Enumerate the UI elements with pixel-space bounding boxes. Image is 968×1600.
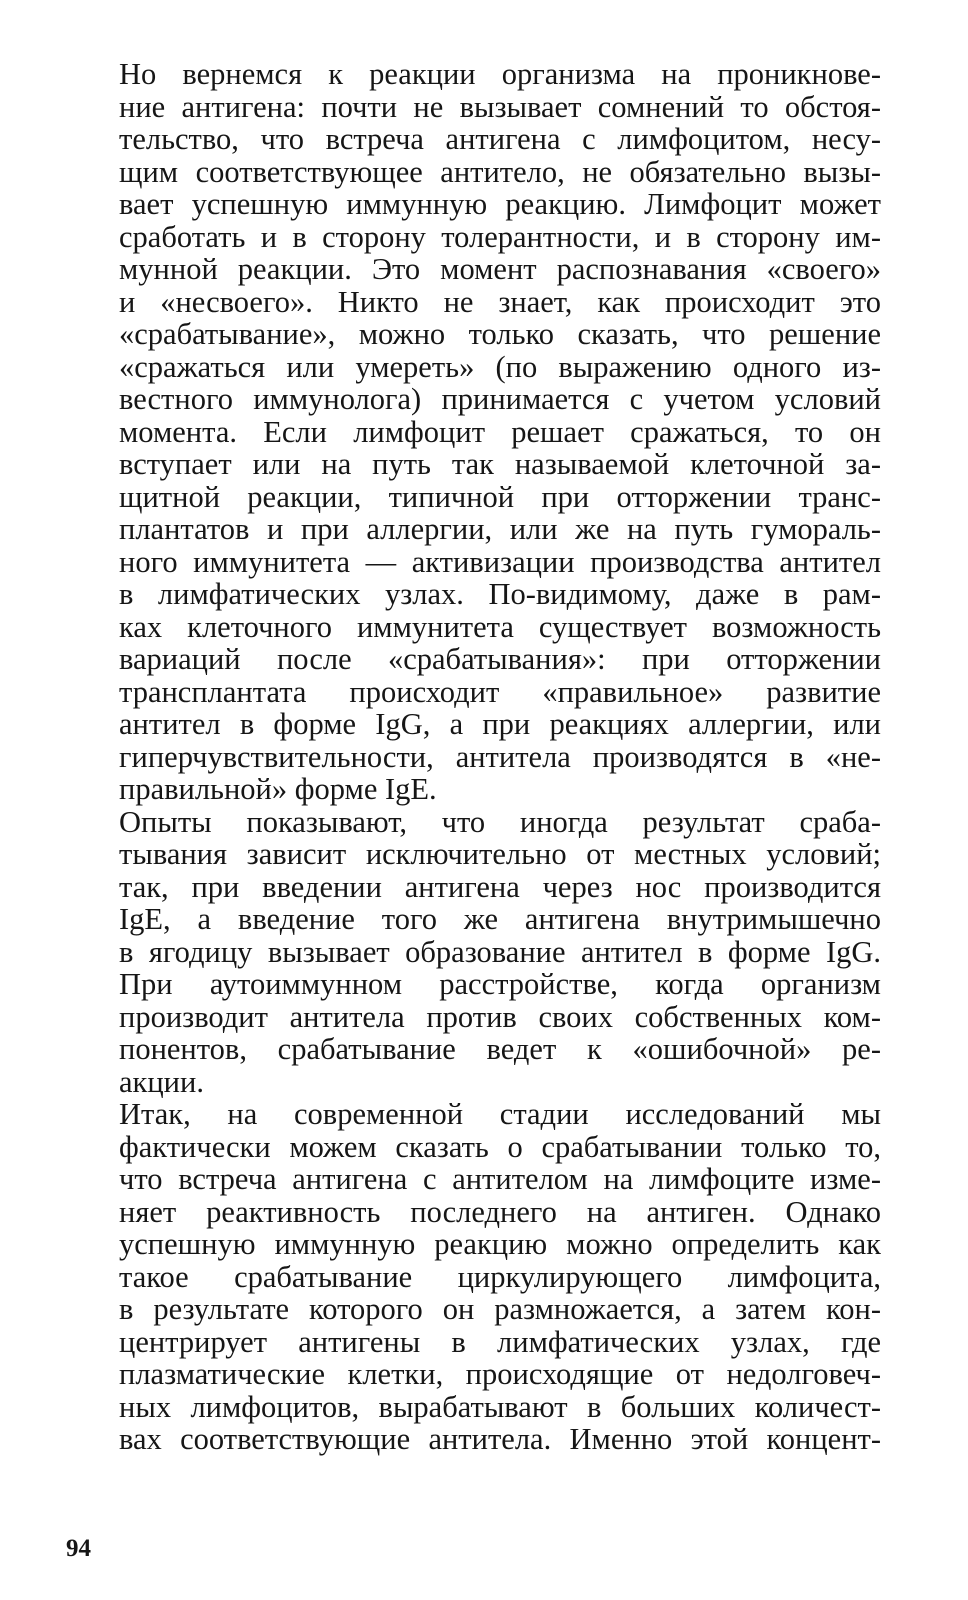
text-line: трансплантата происходит «правильное» развитие (119, 674, 881, 709)
text-line: плазматические клетки, происходящие от недолговеч- (119, 1357, 881, 1391)
page-body (73, 58, 881, 1456)
text-line: ного иммунитета — активизации производства антител (119, 544, 881, 579)
page-number: 94 (66, 1535, 91, 1562)
text-line: производит антитела против своих собственных ком- (119, 999, 881, 1034)
text-line: ние антигена: почти не вызывает сомнений то обстоя- (119, 89, 881, 124)
text-line: щитной реакции, типичной при отторжении транс- (119, 479, 881, 514)
text-line: антител в форме IgG, а при реакциях аллергии, или (119, 707, 881, 741)
text-line: тельство, что встреча антигена с лимфоцитом, несу- (119, 122, 881, 156)
text-line: IgE, а введение того же антигена внутримышечно (119, 902, 881, 936)
text-line: Опыты показывают, что иногда результат сраба- (119, 804, 881, 839)
text-line: вариаций после «срабатывания»: при отторжении (119, 642, 881, 676)
text-line: в результате которого он размножается, а затем кон- (119, 1292, 881, 1326)
text-line: няет реактивность последнего на антиген. Однако (119, 1194, 881, 1229)
text-line: Но вернемся к реакции организма на проникнове- (119, 57, 881, 91)
text-line: гиперчувствительности, антитела производятся в «не- (119, 739, 881, 774)
paragraph-2 (73, 806, 881, 1099)
text-line: вступает или на путь так называемой клеточной за- (119, 447, 881, 481)
text-line: в ягодицу вызывает образование антител в форме IgG. (119, 934, 881, 969)
text-line: успешную иммунную реакцию можно определить как (119, 1227, 881, 1261)
text-line: щим соответствующее антитело, не обязательно вызы- (119, 154, 881, 189)
text-line: «срабатывание», можно только сказать, что решение (119, 317, 881, 351)
paragraph-1 (73, 58, 881, 806)
text-line: акции. (119, 1064, 204, 1099)
text-line: что встреча антигена с антителом на лимфоците изме- (119, 1162, 881, 1196)
text-line: плантатов и при аллергии, или же на путь гумораль- (119, 512, 881, 546)
text-line: вестного иммунолога) принимается с учетом условий (119, 382, 881, 416)
text-line: и «несвоего». Никто не знает, как происходит это (119, 284, 881, 319)
text-line: в лимфатических узлах. По-видимому, даже в рам- (119, 577, 881, 611)
text-line: фактически можем сказать о срабатывании только то, (119, 1129, 881, 1164)
text-line: вает успешную иммунную реакцию. Лимфоцит может (119, 187, 881, 221)
text-line: вах соответствующие антитела. Именно этой концент- (119, 1422, 881, 1456)
text-line: так, при введении антигена через нос производится (119, 869, 881, 904)
text-line: тывания зависит исключительно от местных условий; (119, 837, 881, 871)
text-line: центрирует антигены в лимфатических узлах, где (119, 1324, 881, 1359)
text-line: правильной» форме IgE. (119, 772, 437, 806)
text-line: понентов, срабатывание ведет к «ошибочной» ре- (119, 1032, 881, 1066)
text-line: мунной реакции. Это момент распознавания «своего» (119, 252, 881, 286)
text-line: такое срабатывание циркулирующего лимфоцита, (119, 1259, 881, 1294)
text-line: момента. Если лимфоцит решает сражаться, то он (119, 414, 881, 449)
paragraph-3 (73, 1098, 881, 1456)
text-line: «сражаться или умереть» (по выражению одного из- (119, 349, 881, 384)
text-line: При аутоиммунном расстройстве, когда организм (119, 967, 881, 1001)
text-line: сработать и в сторону толерантности, и в сторону им- (119, 219, 881, 254)
text-line: ках клеточного иммунитета существует возможность (119, 609, 881, 644)
text-line: Итак, на современной стадии исследований мы (119, 1097, 881, 1131)
text-line: ных лимфоцитов, вырабатывают в больших количест- (119, 1389, 881, 1424)
